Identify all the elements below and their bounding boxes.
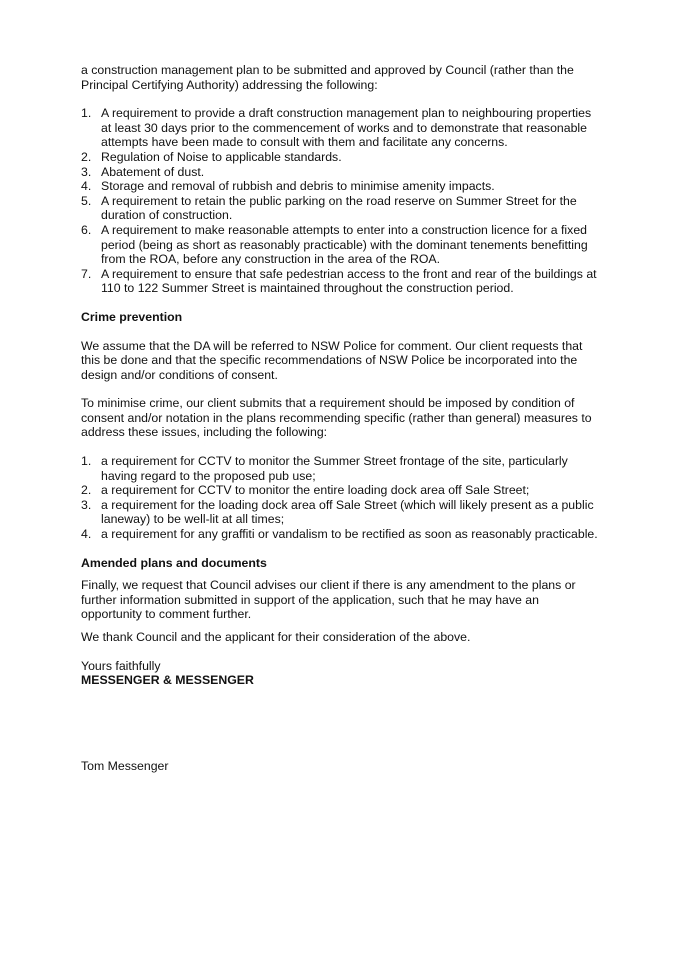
- crime-paragraph-1: We assume that the DA will be referred to NSW Police for comment. Our client requests that this be done and that the specific recommendations of NSW Police be incorporated into the design and/or conditions of consent.: [81, 338, 583, 382]
- list-item-text: A requirement to make reasonable attempts to enter into a construction licence for a fixed period (being as short as reasonably practicable) with the dominant tenements benefitting from the ROA, before any construction in the area of the ROA.: [101, 222, 588, 267]
- list-item-text: A requirement to provide a draft construction management plan to neighbouring properties at least 30 days prior to the commencement of works and to demonstrate that reasonable attempts have been made to consult with them and facilitate any concerns.: [101, 106, 592, 150]
- list-item: 7. A requirement to ensure that safe pedestrian access to the front and rear of the buildings at 110 to 122 Summer Street is maintained throughout the construction period.: [81, 266, 597, 296]
- crime-prevention-heading: Crime prevention: [81, 309, 183, 324]
- firm-name: MESSENGER & MESSENGER: [81, 673, 254, 688]
- thanks-paragraph: We thank Council and the applicant for their consideration of the above.: [81, 630, 471, 644]
- construction-requirements-list: [81, 106, 601, 296]
- list-item-text: a requirement for the loading dock area off Sale Street (which will likely present as a public laneway) to be well-lit at all times;: [101, 497, 594, 527]
- list-item-text: a requirement for any graffiti or vandalism to be rectified as soon as reasonably practicable.: [101, 527, 598, 542]
- signatory-name: Tom Messenger: [81, 758, 169, 773]
- crime-paragraph-2: To minimise crime, our client submits that a requirement should be imposed by condition of consent and/or notation in the plans recommending specific (rather than general) measures to address these issues, including the following:: [81, 396, 592, 440]
- list-item: 4. a requirement for any graffiti or vandalism to be rectified as soon as reasonably practicable.: [81, 527, 598, 542]
- amended-paragraph: Finally, we request that Council advises our client if there is any amendment to the plans or further information submitted in support of the application, such that he may have an opportunity to comment further.: [81, 578, 576, 622]
- intro-paragraph: a construction management plan to be submitted and approved by Council (rather than the Principal Certifying Authority) addressing the following:: [81, 63, 574, 92]
- list-item-text: a requirement for CCTV to monitor the entire loading dock area off Sale Street;: [101, 483, 530, 498]
- crime-measures-list: [81, 454, 601, 542]
- list-item: 2. a requirement for CCTV to monitor the entire loading dock area off Sale Street;: [81, 483, 530, 498]
- list-item: 3. a requirement for the loading dock area off Sale Street (which will likely present as a public laneway) to be well-lit at all times;: [81, 497, 594, 527]
- list-item-text: A requirement to ensure that safe pedestrian access to the front and rear of the buildings at 110 to 122 Summer Street is maintained throughout the construction period.: [101, 266, 597, 296]
- list-item-text: Abatement of dust.: [101, 164, 205, 179]
- list-item: 5. A requirement to retain the public parking on the road reserve on Summer Street for the duration of construction.: [81, 193, 577, 223]
- signature-space: [81, 688, 601, 759]
- list-item: 3. Abatement of dust.: [81, 164, 205, 179]
- list-item: 1. a requirement for CCTV to monitor the Summer Street frontage of the site, particularly having regard to the proposed pub use;: [81, 454, 568, 483]
- letter-page: [81, 63, 601, 773]
- list-item: 6. A requirement to make reasonable attempts to enter into a construction licence for a fixed period (being as short as reasonably practicable) with the dominant tenements benefitting from the ROA, before any construction in the area of the ROA.: [81, 222, 588, 267]
- list-item: 1. A requirement to provide a draft construction management plan to neighbouring properties at least 30 days prior to the commencement of works and to demonstrate that reasonable attempts have been made to consult with them and facilitate any concerns.: [81, 106, 592, 150]
- list-item-text: a requirement for CCTV to monitor the Summer Street frontage of the site, particularly having regard to the proposed pub use;: [101, 454, 568, 483]
- list-item-text: Storage and removal of rubbish and debris to minimise amenity impacts.: [101, 179, 495, 194]
- salutation: Yours faithfully: [81, 658, 161, 673]
- list-item-text: A requirement to retain the public parking on the road reserve on Summer Street for the duration of construction.: [101, 193, 577, 223]
- list-item: 2. Regulation of Noise to applicable standards.: [81, 149, 342, 164]
- amended-plans-heading: Amended plans and documents: [81, 555, 267, 570]
- list-item: 4. Storage and removal of rubbish and debris to minimise amenity impacts.: [81, 179, 495, 194]
- list-item-text: Regulation of Noise to applicable standards.: [101, 149, 342, 164]
